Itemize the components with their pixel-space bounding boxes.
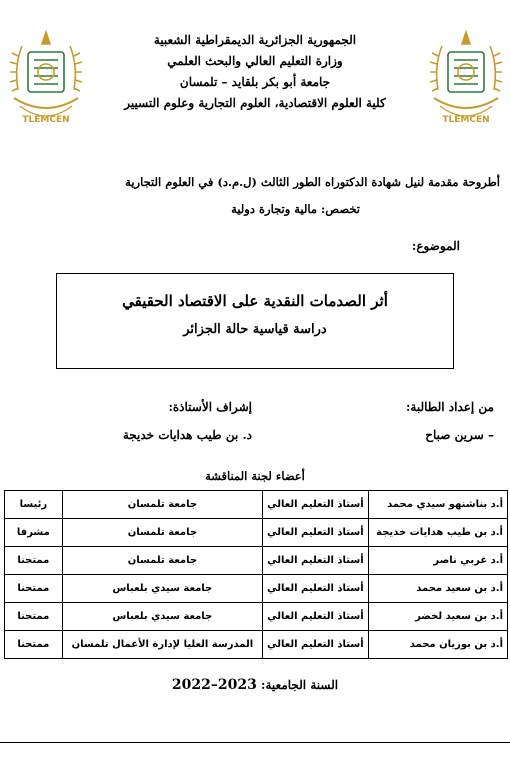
jury-name: أ.د بن سعيد محمد	[368, 575, 507, 603]
academic-year	[0, 677, 510, 693]
academic-year-label: السنة الجامعية:	[261, 678, 339, 692]
jury-role: ممتحنا	[5, 603, 63, 631]
jury-university: جامعة سيدي بلعباس	[62, 603, 262, 631]
jury-university: جامعة تلمسان	[62, 547, 262, 575]
jury-name: أ.د بناشنهو سيدي محمد	[368, 491, 507, 519]
table-row	[5, 491, 508, 519]
logo-text: TLEMCEN	[22, 115, 70, 125]
thesis-description: أطروحة مقدمة لنيل شهادة الدكتوراه الطور الثالث (ل.م.د) في العلوم التجارية	[125, 175, 500, 189]
jury-rank: أستاذ التعليم العالي	[263, 603, 369, 631]
header-university: جامعة أبو بكر بلقايد – تلمسان	[179, 75, 331, 89]
jury-university: جامعة سيدي بلعباس	[62, 575, 262, 603]
table-row	[5, 575, 508, 603]
table-row	[5, 631, 508, 659]
academic-year-value: 2022–2023	[171, 677, 257, 693]
institution-header	[92, 30, 418, 114]
prepared-by-label: من إعداد الطالبة:	[405, 400, 494, 414]
jury-role: مشرفا	[5, 519, 63, 547]
subject-label: الموضوع:	[411, 239, 460, 253]
student-name: – سرين صباح	[425, 428, 494, 442]
jury-rank: أستاذ التعليم العالي	[263, 491, 369, 519]
jury-name: أ.د بن بوزيان محمد	[368, 631, 507, 659]
thesis-title: أثر الصدمات النقدية على الاقتصاد الحقيقي	[122, 292, 388, 310]
jury-heading: أعضاء لجنة المناقشة	[205, 469, 305, 483]
jury-rank: أستاذ التعليم العالي	[263, 575, 369, 603]
jury-table	[4, 490, 508, 659]
jury-role: ممتحنا	[5, 631, 63, 659]
supervisor-name: د. بن طيب هدايات خديجة	[122, 428, 252, 442]
thesis-title-box	[56, 273, 454, 369]
table-row	[5, 603, 508, 631]
thesis-subtitle: دراسة قياسية حالة الجزائر	[183, 322, 327, 337]
university-seal-icon	[424, 26, 508, 134]
jury-role: ممتحنا	[5, 575, 63, 603]
jury-name: أ.د بن طيب هدايات خديجة	[368, 519, 507, 547]
jury-university: جامعة تلمسان	[62, 491, 262, 519]
jury-rank: أستاذ التعليم العالي	[263, 519, 369, 547]
header-faculty: كلية العلوم الاقتصادية، العلوم التجارية وعلوم التسيير	[124, 96, 386, 110]
thesis-specialty: تخصص: مالية وتجارة دولية	[231, 202, 360, 216]
jury-name: أ.د غربي ناصر	[368, 547, 507, 575]
jury-university: المدرسة العليا لإدارة الأعمال تلمسان	[62, 631, 262, 659]
table-row	[5, 519, 508, 547]
jury-name: أ.د بن سعيد لخضر	[368, 603, 507, 631]
jury-rank: أستاذ التعليم العالي	[263, 547, 369, 575]
bottom-divider	[0, 742, 510, 743]
logo-text: TLEMCEN	[442, 115, 490, 125]
jury-university: جامعة تلمسان	[62, 519, 262, 547]
jury-role: رئيسا	[5, 491, 63, 519]
jury-role: ممتحنا	[5, 547, 63, 575]
supervision-label: إشراف الأستاذة:	[168, 400, 252, 414]
university-seal-icon	[4, 26, 88, 134]
table-row	[5, 547, 508, 575]
header-republic: الجمهورية الجزائرية الديمقراطية الشعبية	[153, 33, 357, 47]
header-ministry: وزارة التعليم العالي والبحث العلمي	[167, 54, 343, 68]
jury-rank: أستاذ التعليم العالي	[263, 631, 369, 659]
